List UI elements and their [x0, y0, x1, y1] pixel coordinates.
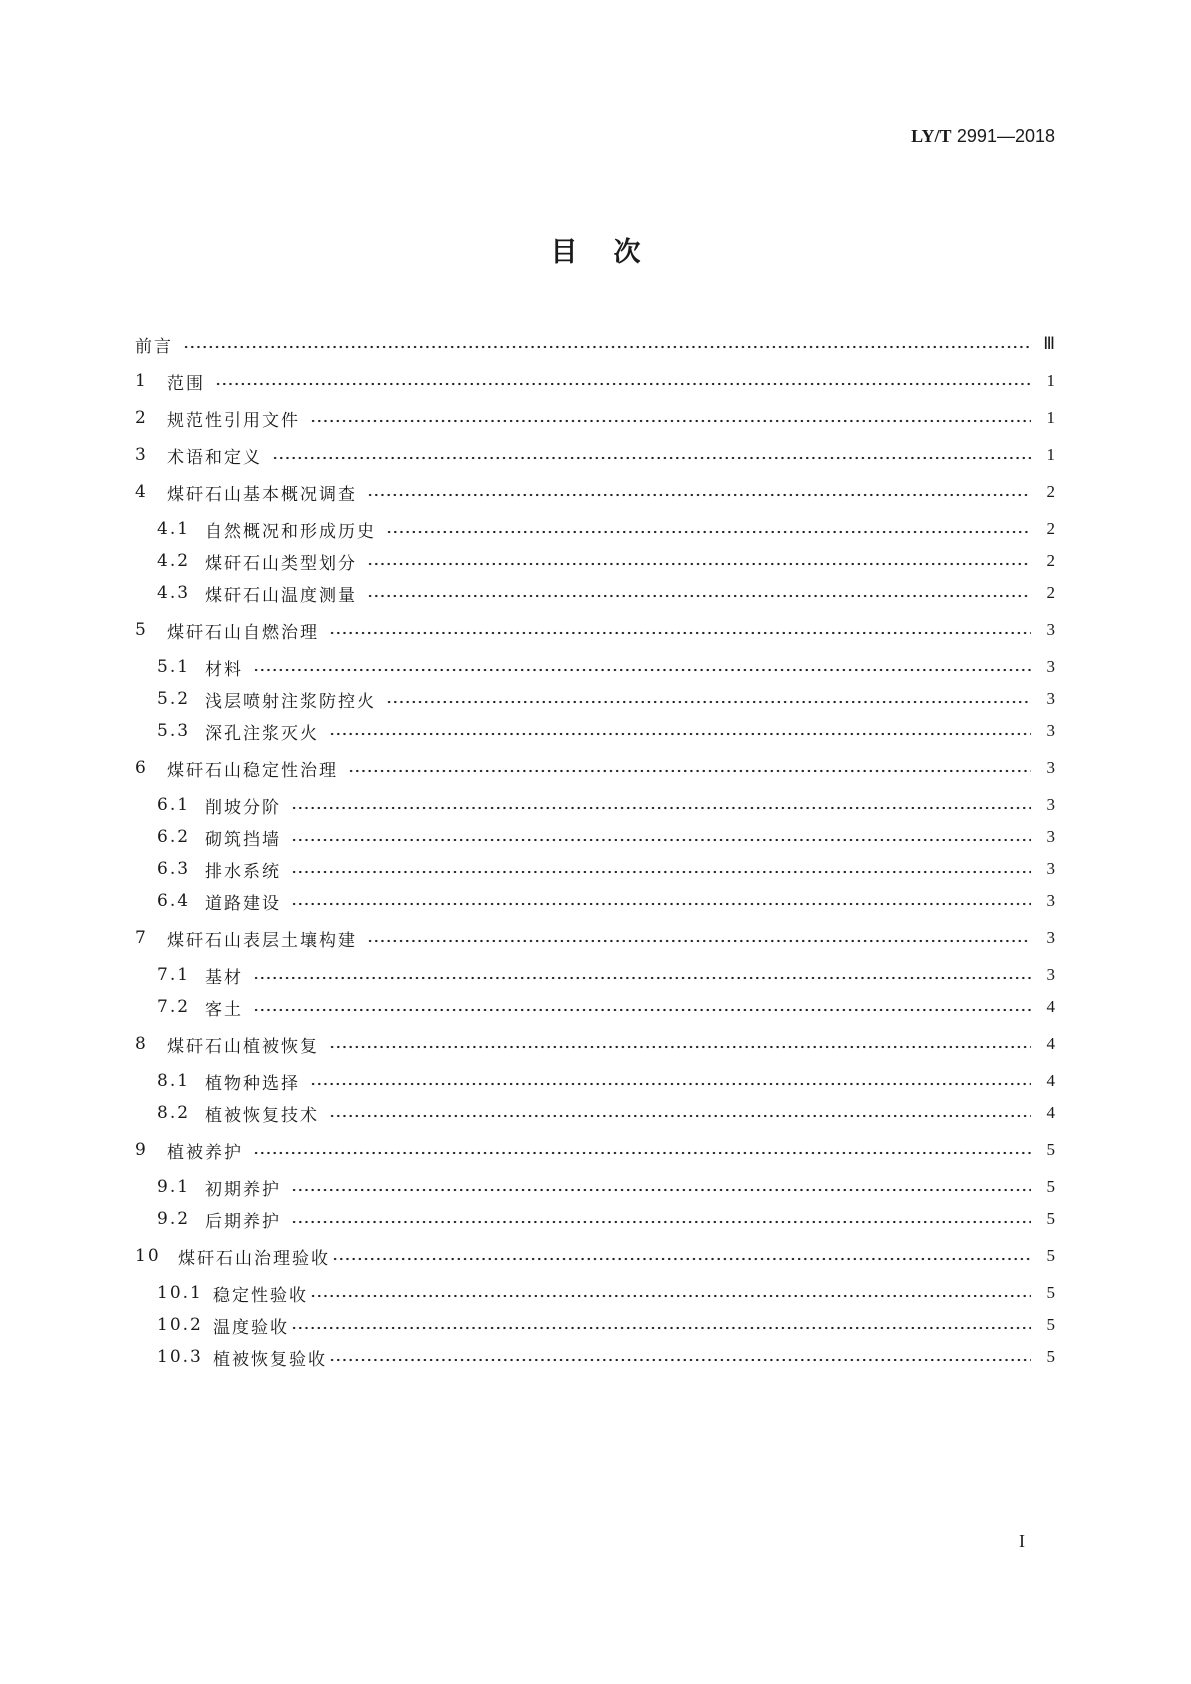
- toc-entry-page: 2: [1046, 482, 1055, 501]
- toc-entry[interactable]: [135, 885, 1055, 917]
- toc-entry[interactable]: [135, 1097, 1055, 1129]
- dot-leader: [253, 1151, 1031, 1155]
- toc-entry-number: 5.1: [157, 657, 191, 677]
- toc-entry[interactable]: [135, 439, 1055, 471]
- toc-entry-page: 3: [1046, 620, 1055, 639]
- toc-entry-label: 排水系统: [205, 861, 281, 882]
- toc-entry-label: 植被养护: [167, 1142, 243, 1163]
- toc-entry-number: 4.3: [157, 583, 191, 603]
- toc-entry-page: 3: [1046, 758, 1055, 777]
- dot-leader: [291, 902, 1031, 906]
- toc-entry-number: 6.4: [157, 891, 191, 911]
- toc-entry-number: 10: [135, 1246, 161, 1266]
- toc-entry-label: 初期养护: [205, 1179, 281, 1200]
- toc-entry[interactable]: [135, 513, 1055, 545]
- toc-entry-page: 4: [1046, 1071, 1055, 1090]
- toc-entry-label: 煤矸石山基本概况调查: [167, 484, 357, 505]
- dot-leader: [310, 1082, 1031, 1086]
- toc-entry[interactable]: [135, 1309, 1055, 1341]
- toc-entry-number: 10.2: [157, 1315, 203, 1335]
- dot-leader: [310, 419, 1031, 423]
- dot-leader: [291, 1220, 1031, 1224]
- toc-entry-page: Ⅲ: [1043, 334, 1055, 353]
- toc-entry-page: 2: [1046, 583, 1055, 602]
- toc-entry-page: 3: [1046, 689, 1055, 708]
- toc-entry-label: 基材: [205, 967, 243, 988]
- toc-entry[interactable]: [135, 614, 1055, 646]
- toc-entry-page: 5: [1046, 1347, 1055, 1366]
- dot-leader: [310, 1294, 1031, 1298]
- toc-entry-label: 植被恢复验收: [213, 1349, 327, 1370]
- toc-entry-label: 深孔注浆灭火: [205, 723, 319, 744]
- toc-entry-number: 7: [135, 928, 148, 948]
- toc-entry-page: 3: [1046, 827, 1055, 846]
- toc-entry-number: 9: [135, 1140, 148, 1160]
- toc-entry-page: 4: [1046, 997, 1055, 1016]
- standard-number: 2991—2018: [956, 126, 1055, 146]
- toc-entry-label: 规范性引用文件: [167, 410, 300, 431]
- toc-entry-label: 浅层喷射注浆防控火: [205, 691, 376, 712]
- toc-entry-page: 3: [1046, 965, 1055, 984]
- toc-entry-label: 客土: [205, 999, 243, 1020]
- toc-entry-number: 3: [135, 445, 148, 465]
- toc-entry-label: 煤矸石山治理验收: [178, 1248, 330, 1269]
- dot-leader: [329, 732, 1031, 736]
- dot-leader: [329, 1045, 1031, 1049]
- toc-entry[interactable]: [135, 1203, 1055, 1235]
- toc-entry-page: 3: [1046, 859, 1055, 878]
- table-of-contents: [135, 328, 1055, 1373]
- toc-entry[interactable]: [135, 402, 1055, 434]
- dot-leader: [291, 1188, 1031, 1192]
- toc-entry-page: 1: [1046, 371, 1055, 390]
- toc-entry[interactable]: [135, 577, 1055, 609]
- toc-entry-number: 6: [135, 758, 148, 778]
- dot-leader: [215, 382, 1031, 386]
- page-number: I: [1019, 1531, 1025, 1551]
- dot-leader: [291, 806, 1031, 810]
- toc-entry-page: 5: [1046, 1246, 1055, 1265]
- toc-entry-label: 煤矸石山稳定性治理: [167, 760, 338, 781]
- toc-entry-number: 5: [135, 620, 148, 640]
- toc-entry[interactable]: [135, 1134, 1055, 1166]
- document-header: [911, 126, 1055, 147]
- toc-entry[interactable]: [135, 1028, 1055, 1060]
- toc-entry-number: 4: [135, 482, 148, 502]
- toc-entry-label: 范围: [167, 373, 205, 394]
- toc-entry-label: 煤矸石山表层土壤构建: [167, 930, 357, 951]
- dot-leader: [272, 456, 1031, 460]
- toc-entry-page: 3: [1046, 721, 1055, 740]
- dot-leader: [367, 562, 1031, 566]
- dot-leader: [253, 668, 1031, 672]
- toc-entry-label: 材料: [205, 659, 243, 680]
- toc-entry-number: 2: [135, 408, 148, 428]
- toc-entry-label: 温度验收: [213, 1317, 289, 1338]
- toc-entry-label: 术语和定义: [167, 447, 262, 468]
- toc-entry-page: 5: [1046, 1140, 1055, 1159]
- dot-leader: [253, 976, 1031, 980]
- toc-entry-page: 4: [1046, 1034, 1055, 1053]
- toc-entry-number: 8.2: [157, 1103, 191, 1123]
- dot-leader: [367, 493, 1031, 497]
- toc-entry-label: 砌筑挡墙: [205, 829, 281, 850]
- toc-entry-label: 削坡分阶: [205, 797, 281, 818]
- toc-entry[interactable]: [135, 1240, 1055, 1272]
- dot-leader: [386, 530, 1031, 534]
- dot-leader: [329, 1358, 1031, 1362]
- toc-entry-label: 煤矸石山类型划分: [205, 553, 357, 574]
- toc-entry-label: 自然概况和形成历史: [205, 521, 376, 542]
- toc-entry[interactable]: [135, 683, 1055, 715]
- toc-entry-label: 道路建设: [205, 893, 281, 914]
- toc-entry-number: 9.2: [157, 1209, 191, 1229]
- toc-entry-page: 5: [1046, 1209, 1055, 1228]
- toc-entry-page: 5: [1046, 1315, 1055, 1334]
- toc-entry[interactable]: [135, 789, 1055, 821]
- dot-leader: [332, 1257, 1031, 1261]
- toc-entry[interactable]: [135, 715, 1055, 747]
- toc-entry[interactable]: [135, 1065, 1055, 1097]
- toc-entry[interactable]: [135, 821, 1055, 853]
- toc-entry[interactable]: [135, 365, 1055, 397]
- toc-entry[interactable]: [135, 1341, 1055, 1373]
- toc-entry-page: 3: [1046, 657, 1055, 676]
- toc-entry-number: 6.3: [157, 859, 191, 879]
- toc-entry-number: 4.1: [157, 519, 191, 539]
- toc-entry-label: 前言: [135, 336, 173, 357]
- toc-entry[interactable]: [135, 752, 1055, 784]
- toc-entry[interactable]: [135, 922, 1055, 954]
- toc-entry-number: 5.3: [157, 721, 191, 741]
- toc-entry[interactable]: [135, 1277, 1055, 1309]
- toc-entry-page: 5: [1046, 1177, 1055, 1196]
- toc-entry-label: 煤矸石山自燃治理: [167, 622, 319, 643]
- toc-entry-number: 10.1: [157, 1283, 203, 1303]
- toc-entry-number: 7.1: [157, 965, 191, 985]
- toc-entry[interactable]: [135, 328, 1055, 360]
- toc-entry-number: 9.1: [157, 1177, 191, 1197]
- dot-leader: [367, 939, 1031, 943]
- toc-entry-page: 3: [1046, 795, 1055, 814]
- dot-leader: [183, 345, 1031, 349]
- toc-entry[interactable]: [135, 545, 1055, 577]
- toc-entry-number: 7.2: [157, 997, 191, 1017]
- toc-entry-page: 4: [1046, 1103, 1055, 1122]
- toc-entry-page: 2: [1046, 519, 1055, 538]
- toc-entry[interactable]: [135, 476, 1055, 508]
- toc-entry-label: 稳定性验收: [213, 1285, 308, 1306]
- toc-entry-number: 1: [135, 371, 148, 391]
- dot-leader: [291, 1326, 1031, 1330]
- dot-leader: [348, 769, 1031, 773]
- standard-code: LY/T: [911, 126, 952, 146]
- toc-entry-label: 煤矸石山温度测量: [205, 585, 357, 606]
- toc-entry-page: 1: [1046, 408, 1055, 427]
- toc-entry-number: 10.3: [157, 1347, 203, 1367]
- toc-entry-page: 3: [1046, 891, 1055, 910]
- toc-entry-number: 6.2: [157, 827, 191, 847]
- page-title: 目次: [550, 237, 677, 268]
- toc-entry-number: 5.2: [157, 689, 191, 709]
- toc-entry[interactable]: [135, 991, 1055, 1023]
- toc-entry-page: 1: [1046, 445, 1055, 464]
- dot-leader: [329, 1114, 1031, 1118]
- toc-entry-label: 植被恢复技术: [205, 1105, 319, 1126]
- dot-leader: [367, 594, 1031, 598]
- toc-entry-label: 煤矸石山植被恢复: [167, 1036, 319, 1057]
- dot-leader: [386, 700, 1031, 704]
- toc-entry[interactable]: [135, 1171, 1055, 1203]
- toc-entry-label: 后期养护: [205, 1211, 281, 1232]
- toc-entry[interactable]: [135, 959, 1055, 991]
- dot-leader: [329, 631, 1031, 635]
- toc-entry-number: 8.1: [157, 1071, 191, 1091]
- toc-entry-page: 5: [1046, 1283, 1055, 1302]
- toc-entry-label: 植物种选择: [205, 1073, 300, 1094]
- dot-leader: [253, 1008, 1031, 1012]
- dot-leader: [291, 838, 1031, 842]
- toc-entry-number: 6.1: [157, 795, 191, 815]
- dot-leader: [291, 870, 1031, 874]
- toc-entry[interactable]: [135, 651, 1055, 683]
- toc-entry-number: 8: [135, 1034, 148, 1054]
- toc-entry-page: 2: [1046, 551, 1055, 570]
- toc-entry-number: 4.2: [157, 551, 191, 571]
- toc-entry-page: 3: [1046, 928, 1055, 947]
- toc-entry[interactable]: [135, 853, 1055, 885]
